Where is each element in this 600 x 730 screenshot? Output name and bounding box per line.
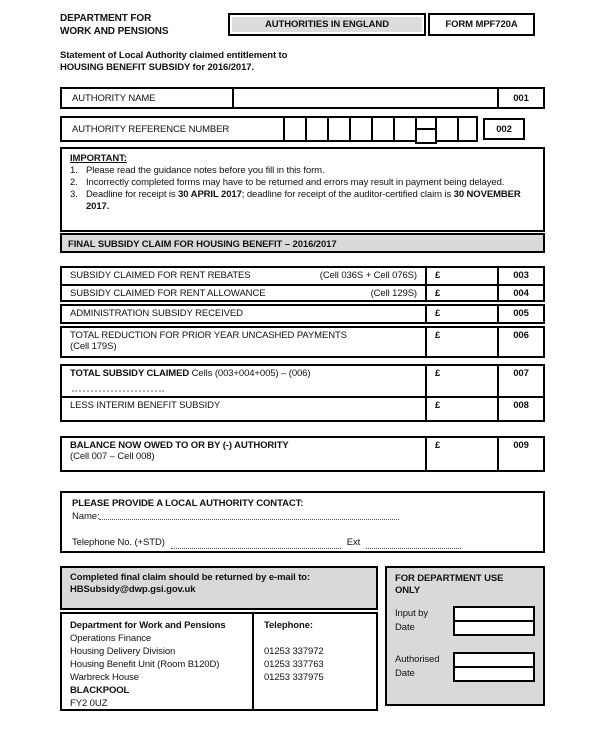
row-007-label: Cells (003+004+005) – (006) — [189, 368, 311, 379]
row-004-label: SUBSIDY CLAIMED FOR RENT ALLOWANCE — [70, 288, 266, 299]
deadline-date-2: 30 NOVEMBER 2017. — [86, 189, 521, 212]
code-badge-007: 007 — [513, 368, 529, 379]
row-007-label-bold: TOTAL SUBSIDY CLAIMED — [70, 368, 190, 379]
contact-telephone-input[interactable] — [171, 540, 341, 549]
telephone-title: Telephone: — [264, 620, 313, 631]
row-003-cellref: (Cell 036S + Cell 076S) — [319, 270, 417, 281]
authorised-date-input[interactable] — [453, 666, 535, 682]
input-date-label: Date — [395, 622, 415, 633]
row-004-cellref: (Cell 129S) — [370, 288, 417, 299]
code-badge-009: 009 — [513, 440, 529, 451]
pound-sign: £ — [435, 440, 441, 451]
row-admin-subsidy — [62, 306, 543, 322]
return-email-box — [60, 566, 378, 610]
department-use-only-box — [385, 566, 545, 706]
telephone-number-1: 01253 337972 — [264, 646, 324, 657]
row-006-label-line2: (Cell 179S) — [70, 341, 117, 352]
balance-owed-row-group — [60, 436, 545, 472]
address-line-3: Housing Delivery Division — [70, 646, 176, 657]
row-less-interim-subsidy — [62, 396, 543, 420]
department-address-box — [60, 612, 378, 711]
department-title — [60, 12, 169, 38]
reference-digit-box-6[interactable] — [393, 116, 417, 142]
important-title: IMPORTANT: — [70, 153, 127, 164]
authorised-label: Authorised — [395, 654, 440, 665]
input-by-field-group — [395, 606, 535, 636]
reference-digit-box-7[interactable] — [435, 116, 459, 142]
pound-sign: £ — [435, 368, 441, 379]
amount-field-007[interactable] — [427, 366, 499, 396]
statement-line2: HOUSING BENEFIT SUBSIDY for 2016/2017. — [60, 62, 255, 73]
address-line-2: Operations Finance — [70, 633, 152, 644]
contact-name-input[interactable] — [99, 511, 399, 520]
amount-field-008[interactable] — [427, 398, 499, 420]
address-line-4: Housing Benefit Unit (Room B120D) — [70, 659, 220, 670]
row-rent-rebates — [62, 268, 543, 284]
amount-field-004[interactable] — [427, 286, 499, 300]
reference-digit-box-5[interactable] — [371, 116, 395, 142]
row-003-label: SUBSIDY CLAIMED FOR RENT REBATES — [70, 270, 251, 281]
faded-print-artifact — [72, 390, 164, 392]
important-item-3: 3. Deadline for receipt is 30 APRIL 2017; deadline for receipt of the auditor-certified claim is 30 NOVEMBER 2017. — [70, 189, 521, 212]
reference-digit-box-2[interactable] — [305, 116, 329, 142]
address-line-6: BLACKPOOL — [70, 685, 130, 696]
pound-sign: £ — [435, 270, 441, 281]
row-rent-allowance — [62, 284, 543, 300]
contact-name-label: Name: — [72, 511, 100, 522]
input-by-label: Input by — [395, 608, 429, 619]
amount-field-009[interactable] — [427, 438, 499, 470]
contact-ext-input[interactable] — [366, 540, 461, 549]
authority-name-input[interactable] — [234, 89, 497, 107]
authority-name-label: AUTHORITY NAME — [62, 89, 234, 107]
return-instruction: Completed final claim should be returned by e-mail to: — [70, 572, 311, 583]
department-address — [62, 614, 254, 709]
row-009-label-line2: (Cell 007 – Cell 008) — [70, 451, 155, 462]
authority-reference-row — [60, 116, 478, 142]
authority-reference-label: AUTHORITY REFERENCE NUMBER — [72, 124, 230, 135]
address-line-5: Warbreck House — [70, 672, 139, 683]
authorities-badge — [228, 13, 426, 36]
address-line-1: Department for Work and Pensions — [70, 620, 226, 631]
department-title-line1: DEPARTMENT FOR — [60, 13, 152, 24]
rent-subsidy-rows — [60, 266, 545, 302]
contact-telephone-label: Telephone No. (+STD) — [72, 537, 165, 548]
address-line-7: FY2 0UZ — [70, 698, 108, 709]
amount-field-005[interactable] — [427, 306, 499, 322]
contact-title: PLEASE PROVIDE A LOCAL AUTHORITY CONTACT: — [72, 498, 304, 509]
amount-field-006[interactable] — [427, 328, 499, 356]
authorities-badge-label: AUTHORITIES IN ENGLAND — [232, 17, 422, 32]
telephone-number-3: 01253 337975 — [264, 672, 324, 683]
code-badge-004: 004 — [513, 288, 529, 299]
row-balance-owed — [62, 438, 543, 470]
department-telephones — [254, 614, 376, 709]
reference-digit-box-4[interactable] — [349, 116, 373, 142]
pound-sign: £ — [435, 400, 441, 411]
deadline-date-1: 30 APRIL 2017 — [178, 189, 242, 200]
contact-telephone-line — [72, 537, 533, 549]
authority-name-row — [60, 87, 545, 109]
code-badge-008: 008 — [513, 400, 529, 411]
department-title-line2: WORK AND PENSIONS — [60, 26, 169, 37]
reference-digit-box-3[interactable] — [327, 116, 351, 142]
prior-year-reduction-row-group — [60, 326, 545, 358]
authorised-field-group — [395, 652, 535, 682]
row-009-label-bold: BALANCE NOW OWED TO OR BY (-) AUTHORITY — [70, 440, 289, 451]
final-subsidy-section-header: FINAL SUBSIDY CLAIM FOR HOUSING BENEFIT – 2016/2017 — [60, 233, 545, 253]
input-date-input[interactable] — [453, 620, 535, 636]
admin-subsidy-row-group — [60, 304, 545, 324]
row-005-label: ADMINISTRATION SUBSIDY RECEIVED — [70, 308, 243, 319]
form-number-badge: FORM MPF720A — [428, 13, 535, 36]
code-badge-003: 003 — [513, 270, 529, 281]
telephone-number-2: 01253 337763 — [264, 659, 324, 670]
form-statement — [60, 50, 287, 74]
important-notice-box — [60, 147, 545, 232]
authorised-date-label: Date — [395, 668, 415, 679]
code-badge-005: 005 — [513, 308, 529, 319]
code-badge-006: 006 — [513, 330, 529, 341]
pound-sign: £ — [435, 308, 441, 319]
code-badge-002: 002 — [483, 118, 525, 140]
local-authority-contact-box — [60, 491, 545, 553]
row-008-label: LESS INTERIM BENEFIT SUBSIDY — [70, 400, 221, 411]
return-email-address: HBSubsidy@dwp.gsi.gov.uk — [70, 584, 196, 595]
statement-line1: Statement of Local Authority claimed entitlement to — [60, 50, 288, 61]
important-item-2: 2. Incorrectly completed forms may have to be returned and errors may result in payment being delayed. — [70, 177, 505, 188]
row-006-label: TOTAL REDUCTION FOR PRIOR YEAR UNCASHED PAYMENTS — [70, 330, 347, 341]
code-badge-001: 001 — [497, 89, 543, 107]
row-total-subsidy-claimed — [62, 366, 543, 396]
total-subsidy-rows — [60, 364, 545, 422]
row-prior-year-reduction — [62, 328, 543, 356]
reference-digit-boxes — [283, 116, 459, 144]
amount-field-003[interactable] — [427, 268, 499, 284]
pound-sign: £ — [435, 288, 441, 299]
reference-separator — [415, 128, 437, 144]
department-use-title: FOR DEPARTMENT USE ONLY — [395, 573, 504, 596]
important-item-1: 1. Please read the guidance notes before you fill in this form. — [70, 165, 325, 176]
pound-sign: £ — [435, 330, 441, 341]
reference-digit-box-1[interactable] — [283, 116, 307, 142]
contact-name-line — [72, 511, 533, 523]
contact-ext-label: Ext — [346, 537, 361, 548]
